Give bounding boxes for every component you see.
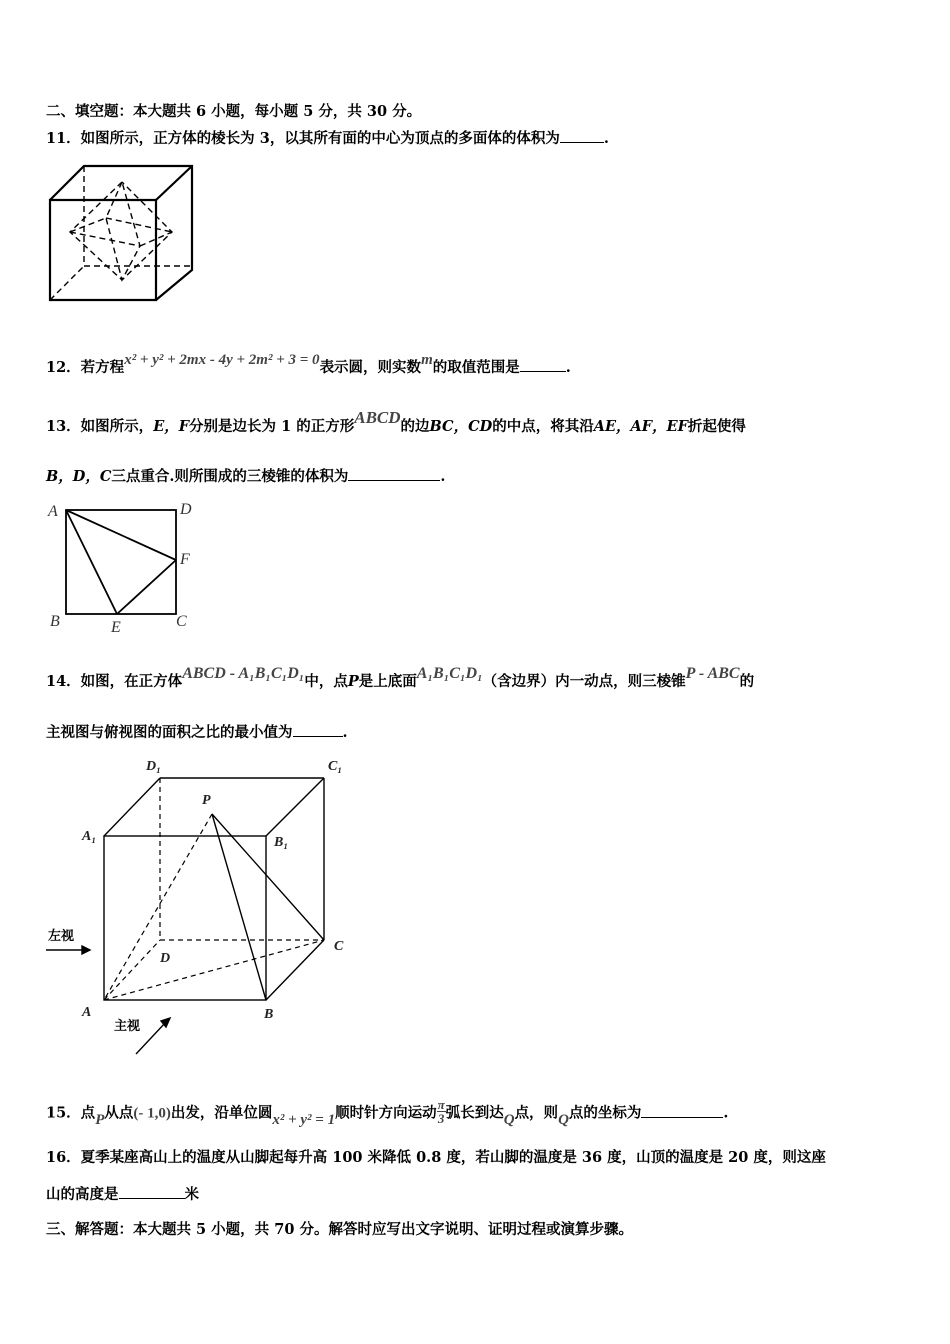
q14-cube-figure bbox=[44, 752, 374, 1062]
q13-label-d: D bbox=[180, 501, 192, 518]
q13-square-label: ABCD bbox=[354, 408, 401, 427]
q11-cube-figure bbox=[44, 160, 204, 306]
question-13: 13．如图所示，E，F分别是边长为 1 的正方形ABCD的边BC，CD的中点，将其沿AE，AF，EF折起使得 bbox=[46, 408, 746, 435]
question-13-line2: B，D，C三点重合.则所围成的三棱锥的体积为 . bbox=[46, 468, 446, 485]
q15-circle-equation: x² + y² = 1 bbox=[272, 1111, 336, 1128]
q15-start-point: (- 1,0) bbox=[133, 1105, 171, 1122]
section-3-heading: 三、解答题：本大题共 5 小题，共 70 分。解答时应写出文字说明、证明过程或演算步骤。 bbox=[46, 1221, 633, 1238]
question-16: 16．夏季某座高山上的温度从山脚起每升高 100 米降低 0.8 度，若山脚的温度是 36 度，山顶的温度是 20 度，则这座 bbox=[46, 1149, 826, 1166]
q13-label-b: B bbox=[50, 613, 60, 630]
q13-answer-blank bbox=[348, 466, 440, 481]
q16-answer-blank bbox=[119, 1184, 185, 1199]
q14-pyramid-label: P - ABC bbox=[685, 665, 740, 682]
q12-variable: m bbox=[421, 352, 433, 368]
q15-answer-blank bbox=[641, 1103, 723, 1118]
q12-equation: x² + y² + 2mx - 4y + 2m² + 3 = 0 bbox=[124, 352, 320, 368]
question-11: 11．如图所示，正方体的棱长为 3，以其所有面的中心为顶点的多面体的体积为 . bbox=[46, 130, 609, 147]
q14-front-view-label: 主视 bbox=[114, 1018, 141, 1033]
q13-label-e: E bbox=[111, 619, 121, 636]
q14-label-b: B bbox=[264, 1007, 274, 1022]
q14-label-b1: B₁ bbox=[274, 835, 289, 850]
q15-arc-fraction: $\frac{\pi}{3}$ bbox=[437, 1097, 445, 1126]
question-14: 14．如图，在正方体ABCD - A₁B₁C₁D₁中，点P是上底面A₁B₁C₁D₁（含边界）内一动点，则三棱锥P - ABC的 bbox=[46, 665, 755, 690]
q14-top-face-label: A₁B₁C₁D₁ bbox=[416, 665, 483, 682]
q14-label-d1: D₁ bbox=[146, 759, 161, 774]
section-2-heading: 二、填空题：本大题共 6 小题，每小题 5 分，共 30 分。 bbox=[46, 103, 422, 120]
question-12: 12．若方程x² + y² + 2mx - 4y + 2m² + 3 = 0表示圆，则实数m的取值范围是 . bbox=[46, 352, 571, 376]
q14-label-a: A bbox=[82, 1005, 92, 1020]
q13-label-c: C bbox=[176, 613, 187, 630]
q14-label-p: P bbox=[202, 793, 211, 808]
q13-label-f: F bbox=[180, 551, 190, 568]
question-14-line2: 主视图与俯视图的面积之比的最小值为 . bbox=[46, 724, 348, 741]
q13-label-a: A bbox=[48, 503, 58, 520]
q14-cube-label: ABCD - A₁B₁C₁D₁ bbox=[182, 665, 305, 682]
q14-label-c: C bbox=[334, 939, 344, 954]
q14-label-d: D bbox=[160, 951, 171, 966]
question-16-line2: 山的高度是 米 bbox=[46, 1186, 199, 1203]
q14-label-a1: A₁ bbox=[82, 829, 97, 844]
question-15: 15．点P从点(- 1,0)出发，沿单位圆x² + y² = 1顺时针方向运动 $\frac{\pi}{3}$ 弧长到达Q点，则Q点的坐标为 . bbox=[46, 1097, 729, 1128]
q14-left-view-label: 左视 bbox=[48, 928, 75, 943]
q14-label-c1: C₁ bbox=[328, 759, 343, 774]
q11-text: 11．如图所示，正方体的棱长为 3，以其所有面的中心为顶点的多面体的体积为 bbox=[46, 130, 560, 147]
q14-answer-blank bbox=[293, 722, 343, 737]
q12-answer-blank bbox=[520, 357, 566, 372]
q13-square-figure bbox=[44, 496, 204, 636]
q11-answer-blank bbox=[560, 128, 604, 143]
